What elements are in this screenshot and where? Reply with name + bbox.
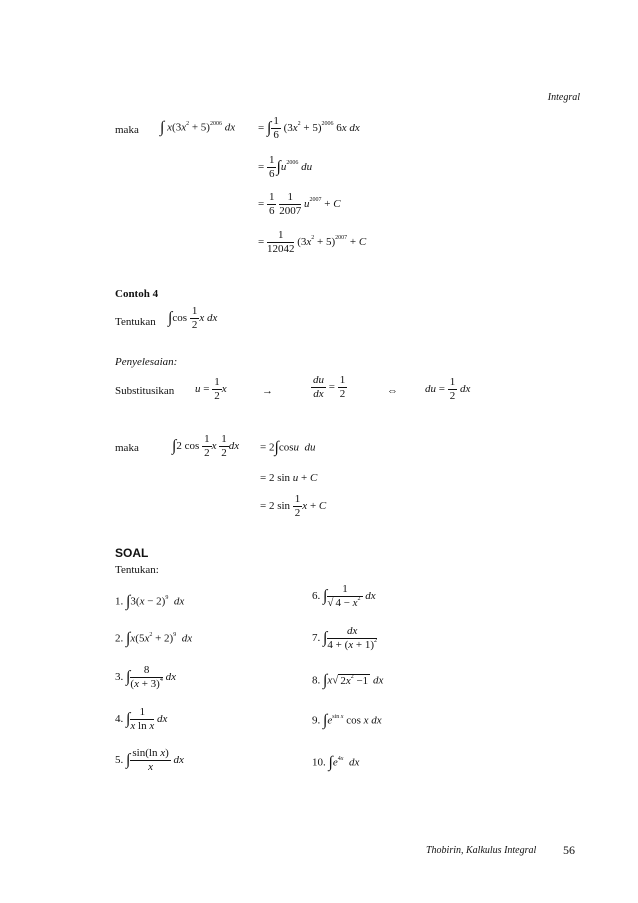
solution-label: Penyelesaian:	[115, 356, 178, 368]
problem-6: 6. ∫ $\frac{1}{√ 4 - x^2}$ dx	[312, 583, 376, 609]
iff-symbol: ⇔	[387, 385, 398, 397]
example4-step-1: = 2∫cosu du	[260, 439, 316, 456]
arrow-symbol: →	[262, 385, 273, 397]
problem-5: 5. ∫ $\frac{\text{sin(ln x)}}{x}$ dx	[115, 747, 184, 773]
problem-1: 1. $\int 3(x - 2)^9$ dx	[115, 593, 185, 610]
du-equation: du = $\frac{1}{2}$ dx	[425, 376, 471, 402]
problem-4: 4. ∫ $\frac{1}{\text{x ln x}}$ dx	[115, 706, 168, 732]
soal-instruction: Tentukan:	[115, 564, 159, 576]
substitution-u: u = $\frac{1}{2}$ x	[195, 376, 227, 402]
example4-step-3: = 2 sin $\frac{1}{2}$ x + C	[260, 493, 327, 519]
soal-heading: SOAL	[115, 546, 149, 560]
maka-label: maka	[115, 124, 139, 136]
problem-9: 9. $\int e^{sin x}$ cos x dx	[312, 712, 382, 729]
example4-step-2: = 2 sin u + C	[260, 472, 318, 484]
example3-lhs: ∫ $x(3x^2 + 5)^{2006}$ dx	[160, 119, 236, 136]
example3-step-2: = $\frac{1}{6}$ $\int u^{2006}$ du	[258, 154, 313, 180]
du-dx: $\frac{du}{dx}$ = $\frac{1}{2}$	[313, 374, 346, 400]
running-header: Integral	[547, 92, 580, 103]
problem-10: 10. $\int e^{4x}$ dx	[312, 754, 360, 771]
page-number: 56	[563, 843, 575, 857]
problem-3: 3. ∫ $\frac{8}{(x + 3)^4}$ dx	[115, 664, 176, 690]
tentukan-label: Tentukan	[115, 316, 156, 328]
footer-source: Thobirin, Kalkulus Integral	[426, 845, 537, 856]
problem-7: 7. ∫ $\frac{dx}{4 + (x + 1)^2}$	[312, 625, 378, 651]
example3-step-4: = $\frac{1}{12042}$ $(3x^2 + 5)^{2007} + C$	[258, 229, 367, 255]
example4-heading: Contoh 4	[115, 288, 159, 300]
maka-label-2: maka	[115, 442, 139, 454]
problem-8: 8. ∫x√ $2x^2 -1$ dx	[312, 672, 384, 689]
example4-problem: ∫cos $\frac{1}{2}$ x dx	[168, 305, 218, 331]
problem-2: 2. $\int x(5x^2 + 2)^9$ dx	[115, 630, 193, 647]
example3-step-3: = $\frac{1}{6}$ $\frac{1}{2007}$ $u^{2007} + C$	[258, 191, 341, 217]
example3-step-1: = ∫ $\frac{1}{6}$ $(3x^2 + 5)^{2006}$ 6x dx	[258, 115, 360, 141]
substitution-label: Substitusikan	[115, 385, 175, 397]
example4-lhs: ∫2 cos $\frac{1}{2}$ x $\frac{1}{2}$ dx	[172, 433, 240, 459]
